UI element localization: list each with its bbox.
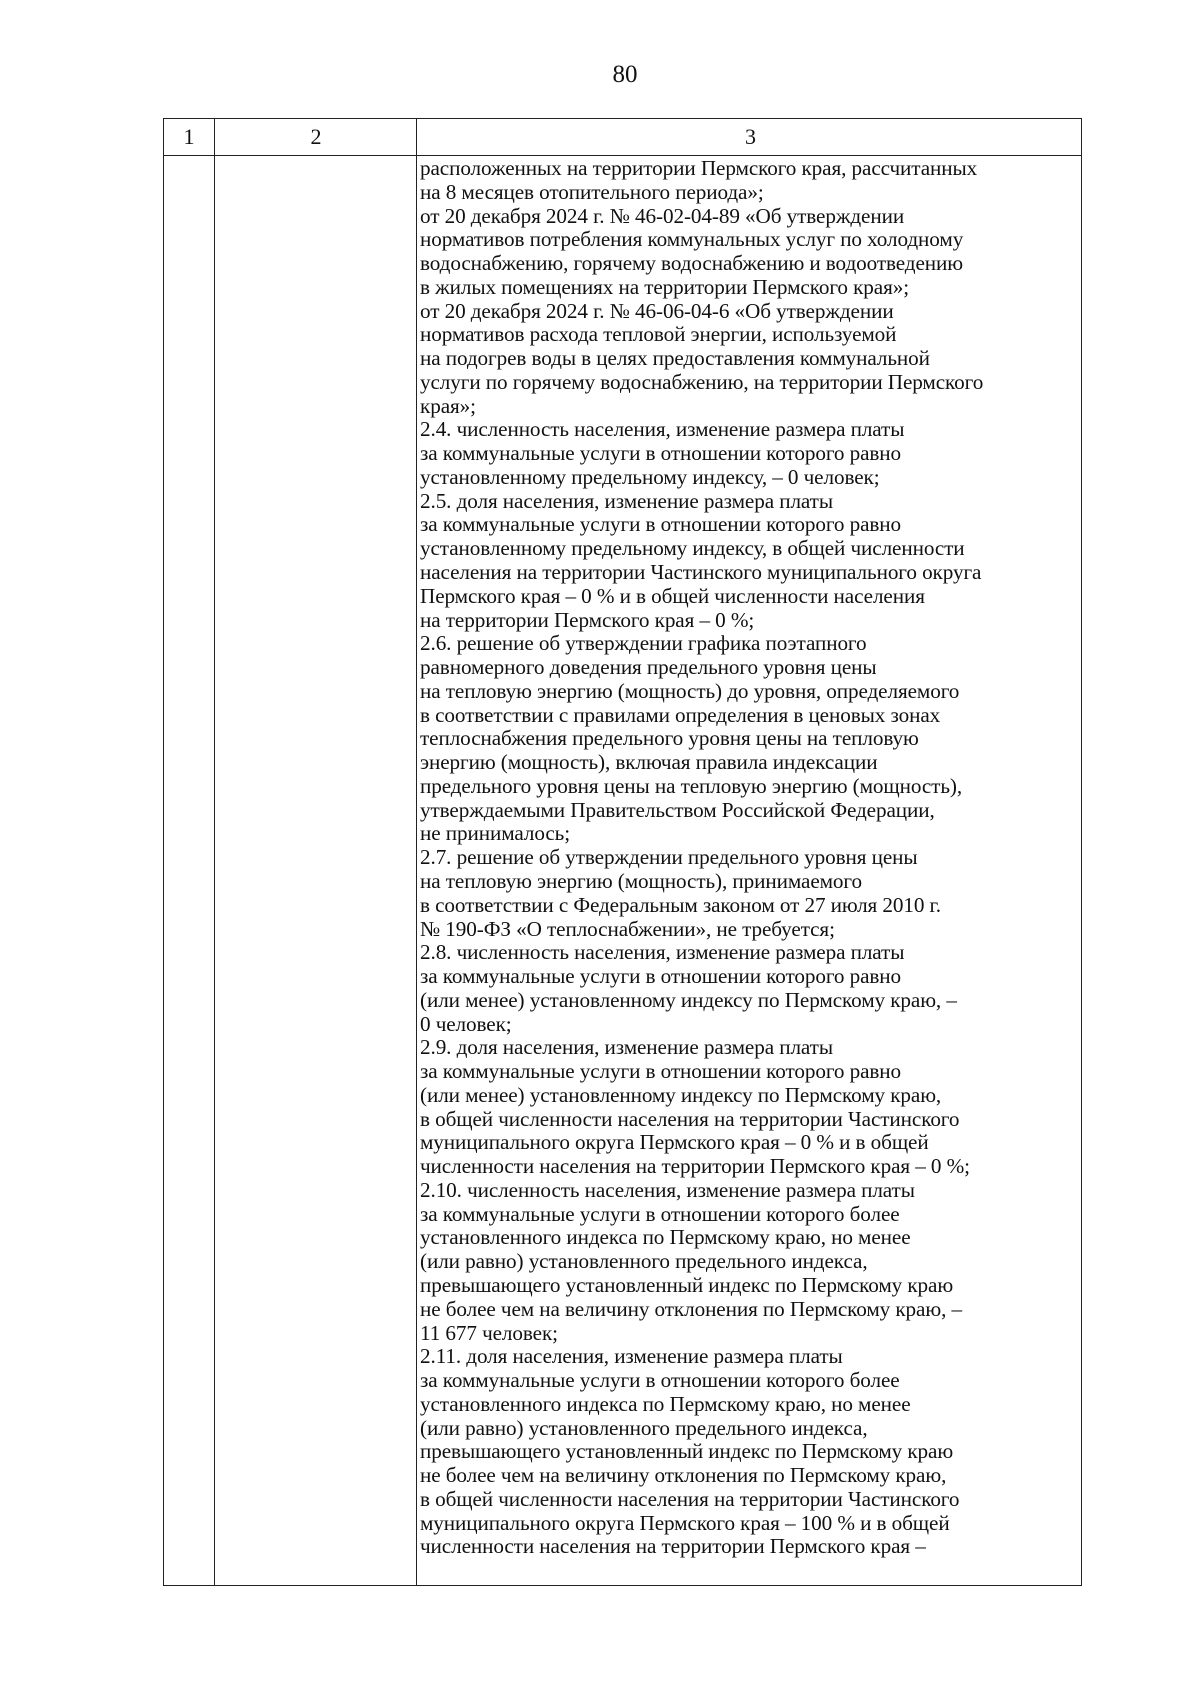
text-line: не принималось; [420, 821, 570, 846]
text-line: (или менее) установленному индексу по Пермскому краю, [420, 1082, 942, 1107]
header-cell-col-1: 1 [183, 124, 195, 149]
column-3-text-cell [420, 157, 1080, 1559]
text-line: 2.5. доля населения, изменение размера платы [420, 488, 833, 513]
text-line: в общей численности населения на территории Частинского [420, 1486, 960, 1511]
text-line: (или равно) установленного предельного индекса, [420, 1415, 868, 1440]
text-line: за коммунальные услуги в отношении которого равно [420, 964, 902, 989]
text-line: 2.10. численность населения, изменение размера платы [420, 1177, 915, 1202]
text-line: населения на территории Частинского муниципального округа [420, 560, 982, 585]
document-table [163, 118, 1082, 1586]
text-line: 11 677 человек; [420, 1320, 558, 1345]
text-line: № 190-ФЗ «О теплоснабжении», не требуется; [420, 916, 835, 941]
text-line: установленному предельному индексу, – 0 человек; [420, 464, 880, 489]
text-line: 2.7. решение об утверждении предельного уровня цены [420, 845, 918, 870]
text-line: равномерного доведения предельного уровня цены [420, 655, 877, 680]
text-line: услуги по горячему водоснабжению, на территории Пермского [420, 369, 984, 394]
text-line: установленному предельному индексу, в общей численности [420, 536, 965, 561]
text-line: за коммунальные услуги в отношении которого равно [420, 1059, 902, 1084]
text-line: 2.8. численность населения, изменение размера платы [420, 940, 905, 965]
text-line: установленного индекса по Пермскому краю, но менее [420, 1225, 911, 1250]
text-line: энергию (мощность), включая правила индексации [420, 750, 878, 775]
text-line: теплоснабжения предельного уровня цены на тепловую [420, 726, 919, 751]
text-line: водоснабжению, горячему водоснабжению и водоотведению [420, 251, 963, 276]
text-line: установленного индекса по Пермскому краю, но менее [420, 1391, 911, 1416]
text-line: не более чем на величину отклонения по Пермскому краю, [420, 1463, 947, 1488]
header-cell-col-3: 3 [745, 124, 756, 149]
text-line: на тепловую энергию (мощность), принимаемого [420, 868, 862, 893]
text-line: нормативов потребления коммунальных услуг по холодному [420, 227, 964, 252]
column-divider-2 [416, 119, 417, 1585]
text-line: предельного уровня цены на тепловую энергию (мощность), [420, 773, 963, 798]
column-divider-1 [214, 119, 215, 1585]
text-line: численности населения на территории Пермского края – 0 %; [420, 1154, 970, 1179]
text-line: не более чем на величину отклонения по Пермскому краю, – [420, 1296, 962, 1321]
text-line: от 20 декабря 2024 г. № 46-02-04-89 «Об утверждении [420, 203, 905, 228]
text-line: в соответствии с Федеральным законом от 27 июля 2010 г. [420, 892, 941, 917]
text-line: в соответствии с правилами определения в ценовых зонах [420, 702, 941, 727]
text-line: 0 человек; [420, 1011, 512, 1036]
text-line: 2.4. численность населения, изменение размера платы [420, 417, 905, 442]
text-line: Пермского края – 0 % и в общей численности населения [420, 583, 925, 608]
text-line: на 8 месяцев отопительного периода»; [420, 179, 764, 204]
text-line: на тепловую энергию (мощность) до уровня, определяемого [420, 678, 960, 703]
table-header-row [164, 119, 1081, 156]
text-line: превышающего установленный индекс по Пермскому краю [420, 1272, 954, 1297]
text-line: в общей численности населения на территории Частинского [420, 1106, 960, 1131]
text-line: 2.9. доля населения, изменение размера платы [420, 1035, 833, 1060]
header-cell-col-2: 2 [310, 124, 322, 149]
text-line: за коммунальные услуги в отношении которого равно [420, 512, 902, 537]
text-line: расположенных на территории Пермского края, рассчитанных [420, 156, 978, 180]
text-line: от 20 декабря 2024 г. № 46-06-04-6 «Об утверждении [420, 298, 894, 323]
text-line: на территории Пермского края – 0 %; [420, 607, 755, 632]
text-line: 2.11. доля населения, изменение размера платы [420, 1344, 843, 1369]
text-line: нормативов расхода тепловой энергии, используемой [420, 322, 897, 347]
text-line: утверждаемыми Правительством Российской Федерации, [420, 797, 935, 822]
text-line: муниципального округа Пермского края – 0 % и в общей [420, 1130, 929, 1155]
text-line: за коммунальные услуги в отношении которого более [420, 1201, 900, 1226]
text-line: в жилых помещениях на территории Пермского края»; [420, 274, 909, 299]
text-line: 2.6. решение об утверждении графика поэтапного [420, 631, 867, 656]
text-line: муниципального округа Пермского края – 100 % и в общей [420, 1510, 950, 1535]
text-line: за коммунальные услуги в отношении которого более [420, 1368, 900, 1393]
text-line: за коммунальные услуги в отношении которого равно [420, 441, 902, 466]
text-line: численности населения на территории Пермского края – [420, 1534, 926, 1559]
text-line: (или менее) установленному индексу по Пермскому краю, – [420, 987, 957, 1012]
text-line: края»; [420, 393, 476, 418]
text-line: на подогрев воды в целях предоставления коммунальной [420, 346, 930, 371]
page-number: 80 [612, 61, 638, 88]
text-line: превышающего установленный индекс по Пермскому краю [420, 1439, 954, 1464]
text-line: (или равно) установленного предельного индекса, [420, 1249, 868, 1274]
